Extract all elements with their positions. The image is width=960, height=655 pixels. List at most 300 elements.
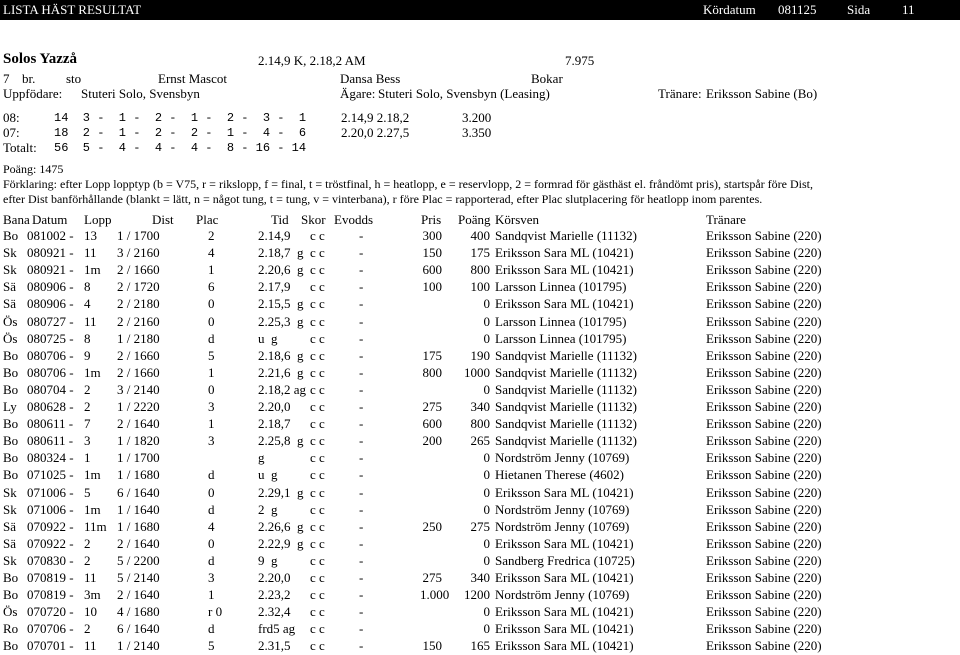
cell-tid: 2.15,5 g <box>258 296 304 312</box>
cell-plac: 6 <box>208 279 215 295</box>
cell-bana: Sk <box>3 501 17 517</box>
cell-dist: 1 / 1700 <box>117 228 160 243</box>
horse-age: 7 <box>3 71 10 86</box>
cell-poang: 0 <box>483 535 490 551</box>
cell-evodds: - <box>359 262 364 278</box>
trainer-label: Tränare: <box>658 86 702 101</box>
stats-label: 08: <box>3 110 20 125</box>
cell-evodds: - <box>359 638 364 654</box>
cell-tid: g <box>258 450 265 466</box>
cell-poang: 0 <box>483 296 490 312</box>
cell-plac: 0 <box>208 296 215 312</box>
cell-tid: 2.31,5 <box>258 638 291 654</box>
date-label: Kördatum <box>703 2 756 17</box>
best-times: 2.14,9 K, 2.18,2 AM <box>258 53 366 68</box>
cell-datum: 080324 - <box>27 450 74 466</box>
cell-evodds: - <box>359 245 364 261</box>
cell-datum: 080706 - <box>27 364 74 380</box>
col-bana: Bana <box>3 212 30 227</box>
cell-tid: 2.25,3 g <box>258 313 304 329</box>
cell-poang: 0 <box>483 604 490 620</box>
table-row <box>0 331 960 348</box>
table-row <box>0 467 960 484</box>
cell-bana: Ös <box>3 604 18 620</box>
cell-evodds: - <box>359 433 364 449</box>
cell-dist: 5 / 2140 <box>117 570 160 585</box>
cell-bana: Ös <box>3 330 18 346</box>
cell-evodds: - <box>359 621 364 637</box>
explanation-line: Förklaring: efter Lopp lopptyp (b = V75, r = rikslopp, f = final, t = tröstfinal, h = heatlopp, e = reservlopp, 2 = formrad för gästhäst el. fråndömt pris), startspår före Dist, <box>3 177 813 191</box>
cell-dist: 6 / 1640 <box>117 621 160 637</box>
cell-plac: 0 <box>208 381 215 397</box>
cell-datum: 070819 - <box>27 570 74 585</box>
cell-evodds: - <box>359 313 364 329</box>
cell-tid: 2.14,9 <box>258 228 291 243</box>
cell-evodds: - <box>359 518 364 534</box>
cell-lopp: 1m <box>84 467 101 483</box>
cell-pris: 600 <box>422 416 442 432</box>
col-skor: Skor <box>301 212 326 227</box>
cell-tid: 2.29,1 g <box>258 484 304 500</box>
cell-bana: Bo <box>3 347 19 363</box>
cell-poang: 175 <box>470 245 490 261</box>
cell-datum: 080706 - <box>27 347 74 363</box>
cell-tranare: Eriksson Sabine (220) <box>706 467 822 483</box>
cell-tranare: Eriksson Sabine (220) <box>706 245 822 261</box>
cell-pris: 150 <box>422 245 442 261</box>
cell-lopp: 7 <box>84 416 91 432</box>
cell-datum: 080906 - <box>27 279 74 295</box>
cell-lopp: 1m <box>84 262 101 278</box>
breeder-label: Uppfödare: <box>3 86 63 101</box>
cell-evodds: - <box>359 450 364 466</box>
cell-tranare: Eriksson Sabine (220) <box>706 296 822 312</box>
table-row <box>0 536 960 553</box>
cell-bana: Bo <box>3 638 19 654</box>
cell-pris: 300 <box>422 228 442 243</box>
cell-lopp: 5 <box>84 484 91 500</box>
cell-lopp: 2 <box>84 535 91 551</box>
cell-tranare: Eriksson Sabine (220) <box>706 604 822 620</box>
cell-poang: 0 <box>483 313 490 329</box>
cell-bana: Bo <box>3 587 19 603</box>
cell-plac: 5 <box>208 638 215 654</box>
cell-poang: 0 <box>483 330 490 346</box>
cell-dist: 1 / 2140 <box>117 638 160 654</box>
cell-bana: Sk <box>3 262 17 278</box>
cell-korsven: Eriksson Sara ML (10421) <box>495 638 634 654</box>
cell-datum: 071006 - <box>27 484 74 500</box>
horse-age-unit: br. <box>22 71 36 86</box>
table-row <box>0 621 960 638</box>
cell-plac: d <box>208 552 215 568</box>
cell-lopp: 11m <box>84 518 107 534</box>
cell-tranare: Eriksson Sabine (220) <box>706 621 822 637</box>
cell-korsven: Eriksson Sara ML (10421) <box>495 621 634 637</box>
cell-evodds: - <box>359 330 364 346</box>
stats-counts: 14 3 - 1 - 2 - 1 - 2 - 3 - 1 <box>54 111 307 125</box>
cell-plac: 3 <box>208 399 215 414</box>
cell-poang: 1200 <box>464 587 490 603</box>
cell-lopp: 1 <box>84 450 91 466</box>
cell-skor: c c <box>310 587 325 603</box>
owner-label: Ägare: <box>340 86 376 101</box>
dam: Dansa Bess <box>340 71 401 86</box>
cell-poang: 0 <box>483 552 490 568</box>
horse-gender: sto <box>66 71 82 86</box>
cell-pris: 175 <box>422 347 442 363</box>
cell-dist: 2 / 2160 <box>117 313 160 329</box>
table-row <box>0 604 960 621</box>
cell-poang: 400 <box>470 228 490 243</box>
cell-poang: 1000 <box>464 364 490 380</box>
cell-pris: 100 <box>422 279 442 295</box>
cell-pris: 275 <box>422 570 442 585</box>
cell-tranare: Eriksson Sabine (220) <box>706 313 822 329</box>
cell-poang: 340 <box>470 570 490 585</box>
cell-tranare: Eriksson Sabine (220) <box>706 535 822 551</box>
cell-tid: u g <box>258 330 278 346</box>
cell-evodds: - <box>359 570 364 585</box>
cell-korsven: Sandqvist Marielle (11132) <box>495 433 638 449</box>
cell-bana: Bo <box>3 228 19 243</box>
cell-datum: 080611 - <box>27 433 74 449</box>
cell-lopp: 3m <box>84 587 101 603</box>
cell-dist: 2 / 1660 <box>117 364 160 380</box>
cell-tranare: Eriksson Sabine (220) <box>706 381 822 397</box>
cell-pris: 150 <box>422 638 442 654</box>
cell-datum: 070830 - <box>27 552 74 568</box>
cell-bana: Sä <box>3 296 16 312</box>
col-tranare: Tränare <box>706 212 746 227</box>
cell-dist: 5 / 2200 <box>117 552 160 568</box>
horse-name: Solos Yazzå <box>3 51 78 67</box>
cell-poang: 165 <box>470 638 490 654</box>
cell-tid: u g <box>258 467 278 483</box>
table-row <box>0 570 960 587</box>
cell-skor: c c <box>310 313 325 329</box>
cell-skor: c c <box>310 330 325 346</box>
cell-evodds: - <box>359 228 364 243</box>
cell-plac: r 0 <box>208 604 223 620</box>
cell-skor: c c <box>310 501 325 517</box>
cell-lopp: 1m <box>84 364 101 380</box>
stats-label: Totalt: <box>3 140 37 155</box>
cell-datum: 080921 - <box>27 245 74 261</box>
cell-lopp: 11 <box>84 570 97 585</box>
cell-korsven: Nordström Jenny (10769) <box>495 587 630 603</box>
cell-tranare: Eriksson Sabine (220) <box>706 330 822 346</box>
table-row <box>0 433 960 450</box>
stats-records: 2.14,9 2.18,2 <box>341 110 410 125</box>
table-row <box>0 348 960 365</box>
cell-datum: 080628 - <box>27 399 74 414</box>
cell-pris: 200 <box>422 433 442 449</box>
page-label: Sida <box>847 2 871 17</box>
cell-tranare: Eriksson Sabine (220) <box>706 587 822 603</box>
cell-datum: 070922 - <box>27 535 74 551</box>
cell-tid: 2.18,7 g <box>258 245 304 261</box>
table-row <box>0 416 960 433</box>
breeder: Stuteri Solo, Svensbyn <box>81 86 200 101</box>
cell-tid: 2.22,9 g <box>258 535 304 551</box>
cell-plac: 5 <box>208 347 215 363</box>
cell-korsven: Larsson Linnea (101795) <box>495 330 627 346</box>
cell-tranare: Eriksson Sabine (220) <box>706 433 822 449</box>
table-row <box>0 262 960 279</box>
cell-bana: Sä <box>3 518 16 534</box>
cell-evodds: - <box>359 484 364 500</box>
cell-skor: c c <box>310 604 325 620</box>
cell-datum: 080906 - <box>27 296 74 312</box>
cell-skor: c c <box>310 552 325 568</box>
cell-korsven: Sandqvist Marielle (11132) <box>495 399 638 414</box>
cell-bana: Sä <box>3 279 16 295</box>
cell-korsven: Eriksson Sara ML (10421) <box>495 296 634 312</box>
cell-dist: 2 / 1640 <box>117 416 160 432</box>
cell-skor: c c <box>310 364 325 380</box>
table-row <box>0 638 960 655</box>
stats-records: 2.20,0 2.27,5 <box>341 125 410 140</box>
cell-pris: 275 <box>422 399 442 414</box>
cell-plac: 1 <box>208 416 215 432</box>
cell-lopp: 9 <box>84 347 91 363</box>
cell-lopp: 2 <box>84 621 91 637</box>
cell-bana: Bo <box>3 381 19 397</box>
cell-datum: 070819 - <box>27 587 74 603</box>
cell-bana: Bo <box>3 433 19 449</box>
cell-evodds: - <box>359 587 364 603</box>
cell-plac: 0 <box>208 484 215 500</box>
table-row <box>0 245 960 262</box>
cell-dist: 4 / 1680 <box>117 604 160 620</box>
cell-dist: 1 / 2180 <box>117 330 160 346</box>
explanation-line: efter Dist banförhållande (blankt = lätt, n = något tung, t = tung, v = vinterbana), r före Plac = rapporterad, efter Plac slutplacering för heatlopp inom parentes. <box>3 192 763 206</box>
cell-korsven: Eriksson Sara ML (10421) <box>495 262 634 278</box>
cell-tid: 2.17,9 <box>258 279 291 295</box>
cell-evodds: - <box>359 501 364 517</box>
cell-korsven: Sandberg Fredrica (10725) <box>495 552 635 568</box>
col-poang: Poäng <box>458 212 491 227</box>
col-datum: Datum <box>32 212 68 227</box>
cell-skor: c c <box>310 381 325 397</box>
cell-dist: 3 / 2160 <box>117 245 160 261</box>
cell-tid: 2.32,4 <box>258 604 291 620</box>
cell-evodds: - <box>359 399 364 414</box>
cell-evodds: - <box>359 347 364 363</box>
cell-tranare: Eriksson Sabine (220) <box>706 501 822 517</box>
col-pris: Pris <box>421 212 442 227</box>
cell-evodds: - <box>359 364 364 380</box>
cell-skor: c c <box>310 467 325 483</box>
cell-bana: Bo <box>3 364 19 380</box>
cell-tranare: Eriksson Sabine (220) <box>706 262 822 278</box>
cell-tid: 2.18,6 g <box>258 347 304 363</box>
cell-datum: 071006 - <box>27 501 74 517</box>
cell-dist: 3 / 2140 <box>117 381 160 397</box>
cell-dist: 1 / 1680 <box>117 518 160 534</box>
cell-tid: 2.18,2 ag <box>258 381 307 397</box>
cell-plac: 2 <box>208 228 215 243</box>
cell-skor: c c <box>310 621 325 637</box>
cell-korsven: Hietanen Therese (4602) <box>495 467 624 483</box>
col-evodds: Evodds <box>334 212 373 227</box>
table-row <box>0 382 960 399</box>
cell-tranare: Eriksson Sabine (220) <box>706 416 822 432</box>
cell-tid: 2.20,0 <box>258 570 291 585</box>
cell-bana: Bo <box>3 467 19 483</box>
stats-counts: 18 2 - 1 - 2 - 2 - 1 - 4 - 6 <box>54 126 307 140</box>
page-number: 11 <box>902 2 915 17</box>
table-row <box>0 399 960 416</box>
col-tid: Tid <box>271 212 289 227</box>
cell-bana: Sk <box>3 245 17 261</box>
cell-plac: 0 <box>208 535 215 551</box>
stats-money: 3.200 <box>462 110 492 125</box>
cell-datum: 080727 - <box>27 313 74 329</box>
cell-korsven: Eriksson Sara ML (10421) <box>495 570 634 585</box>
cell-evodds: - <box>359 552 364 568</box>
cell-tranare: Eriksson Sabine (220) <box>706 552 822 568</box>
date-value: 081125 <box>778 2 817 17</box>
cell-lopp: 10 <box>84 604 97 620</box>
cell-bana: Ro <box>3 621 19 637</box>
cell-tid: 9 g <box>258 552 278 568</box>
cell-skor: c c <box>310 570 325 585</box>
cell-poang: 0 <box>483 484 490 500</box>
cell-evodds: - <box>359 535 364 551</box>
cell-skor: c c <box>310 433 325 449</box>
cell-bana: Bo <box>3 416 19 432</box>
table-row <box>0 587 960 604</box>
cell-lopp: 2 <box>84 399 91 414</box>
cell-evodds: - <box>359 416 364 432</box>
cell-korsven: Nordström Jenny (10769) <box>495 518 630 534</box>
table-row <box>0 485 960 502</box>
cell-skor: c c <box>310 245 325 261</box>
cell-skor: c c <box>310 262 325 278</box>
cell-lopp: 4 <box>84 296 91 312</box>
cell-lopp: 11 <box>84 638 97 654</box>
cell-dist: 2 / 1640 <box>117 587 160 603</box>
cell-tid: 2.26,6 g <box>258 518 304 534</box>
cell-tranare: Eriksson Sabine (220) <box>706 347 822 363</box>
sire: Ernst Mascot <box>158 71 227 86</box>
cell-korsven: Sandqvist Marielle (11132) <box>495 381 638 397</box>
cell-lopp: 2 <box>84 381 91 397</box>
col-korsven: Körsven <box>495 212 540 227</box>
cell-korsven: Nordström Jenny (10769) <box>495 450 630 466</box>
cell-datum: 081002 - <box>27 228 74 243</box>
cell-plac: d <box>208 621 215 637</box>
table-row <box>0 365 960 382</box>
cell-korsven: Sandqvist Marielle (11132) <box>495 416 638 432</box>
cell-skor: c c <box>310 228 325 243</box>
cell-korsven: Eriksson Sara ML (10421) <box>495 484 634 500</box>
cell-bana: Ös <box>3 313 18 329</box>
cell-tid: 2.21,6 g <box>258 364 304 380</box>
owner: Stuteri Solo, Svensbyn (Leasing) <box>378 86 550 101</box>
cell-plac: d <box>208 501 215 517</box>
cell-korsven: Sandqvist Marielle (11132) <box>495 228 638 243</box>
cell-evodds: - <box>359 279 364 295</box>
cell-skor: c c <box>310 484 325 500</box>
cell-pris: 800 <box>422 364 442 380</box>
cell-tranare: Eriksson Sabine (220) <box>706 279 822 295</box>
cell-poang: 100 <box>470 279 490 295</box>
cell-tranare: Eriksson Sabine (220) <box>706 484 822 500</box>
cell-datum: 080611 - <box>27 416 74 432</box>
cell-bana: Sk <box>3 552 17 568</box>
cell-plac: 4 <box>208 518 215 534</box>
cell-datum: 080704 - <box>27 381 74 397</box>
cell-tid: 2.18,7 <box>258 416 291 432</box>
cell-tranare: Eriksson Sabine (220) <box>706 518 822 534</box>
cell-lopp: 1m <box>84 501 101 517</box>
stats-label: 07: <box>3 125 20 140</box>
cell-poang: 800 <box>470 416 490 432</box>
cell-poang: 190 <box>470 347 490 363</box>
cell-datum: 070922 - <box>27 518 74 534</box>
cell-datum: 071025 - <box>27 467 74 483</box>
cell-dist: 1 / 1640 <box>117 501 160 517</box>
report-title: LISTA HÄST RESULTAT <box>3 2 142 17</box>
table-row <box>0 279 960 296</box>
cell-poang: 0 <box>483 621 490 637</box>
cell-dist: 6 / 1640 <box>117 484 160 500</box>
cell-poang: 340 <box>470 399 490 414</box>
cell-dist: 2 / 1720 <box>117 279 160 295</box>
cell-tid: frd5 ag <box>258 621 296 637</box>
cell-datum: 070706 - <box>27 621 74 637</box>
cell-evodds: - <box>359 467 364 483</box>
cell-dist: 1 / 1680 <box>117 467 160 483</box>
dam-sire: Bokar <box>531 71 563 86</box>
cell-korsven: Eriksson Sara ML (10421) <box>495 245 634 261</box>
cell-dist: 2 / 1640 <box>117 535 160 551</box>
cell-lopp: 11 <box>84 245 97 261</box>
cell-dist: 1 / 1700 <box>117 450 160 466</box>
cell-poang: 0 <box>483 381 490 397</box>
col-plac: Plac <box>196 212 219 227</box>
cell-datum: 080725 - <box>27 330 74 346</box>
cell-skor: c c <box>310 279 325 295</box>
cell-skor: c c <box>310 399 325 414</box>
cell-skor: c c <box>310 296 325 312</box>
cell-poang: 0 <box>483 501 490 517</box>
cell-datum: 070701 - <box>27 638 74 654</box>
table-row <box>0 296 960 313</box>
cell-tid: 2.25,8 g <box>258 433 304 449</box>
cell-tid: 2.20,0 <box>258 399 291 414</box>
cell-skor: c c <box>310 535 325 551</box>
cell-poang: 0 <box>483 450 490 466</box>
cell-poang: 275 <box>470 518 490 534</box>
cell-plac: d <box>208 330 215 346</box>
cell-korsven: Sandqvist Marielle (11132) <box>495 347 638 363</box>
cell-datum: 070720 - <box>27 604 74 620</box>
table-row <box>0 314 960 331</box>
cell-tranare: Eriksson Sabine (220) <box>706 399 822 414</box>
table-row <box>0 502 960 519</box>
cell-evodds: - <box>359 604 364 620</box>
table-row <box>0 519 960 536</box>
cell-evodds: - <box>359 296 364 312</box>
stats-counts: 56 5 - 4 - 4 - 4 - 8 - 16 - 14 <box>54 141 307 155</box>
cell-lopp: 11 <box>84 313 97 329</box>
cell-lopp: 8 <box>84 330 91 346</box>
cell-korsven: Nordström Jenny (10769) <box>495 501 630 517</box>
